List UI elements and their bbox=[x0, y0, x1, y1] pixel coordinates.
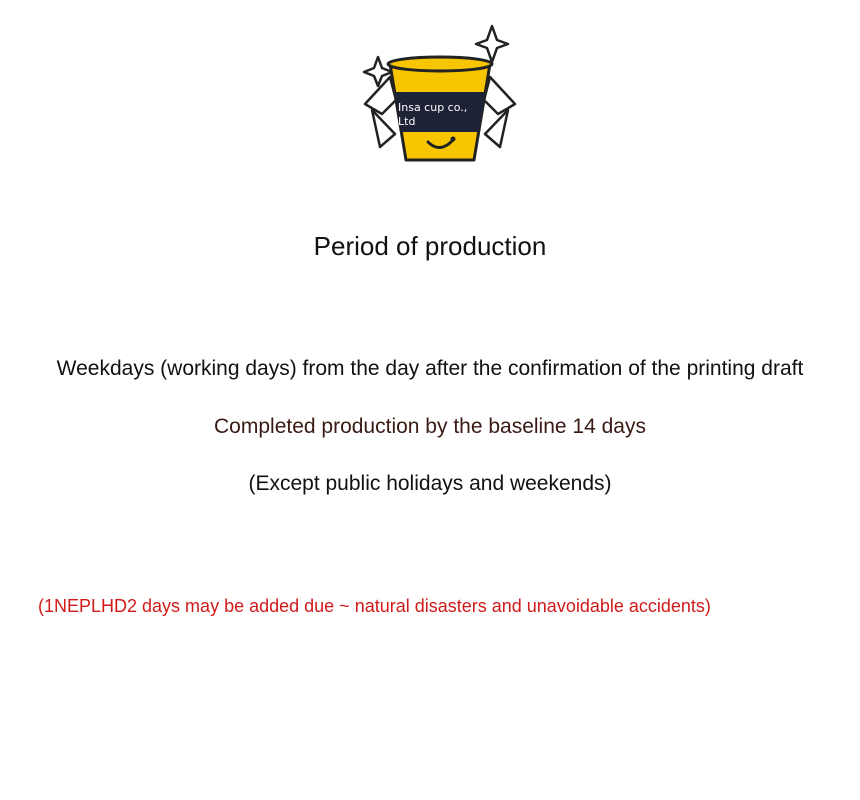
logo-text-line-2: Ltd bbox=[398, 115, 416, 128]
cup-logo-icon bbox=[360, 22, 520, 167]
logo-text-line-1: Insa cup co., bbox=[398, 101, 468, 114]
production-duration-text: Completed production by the baseline 14 days bbox=[214, 415, 646, 438]
page-title: Period of production bbox=[313, 231, 547, 261]
production-start-text: Weekdays (working days) from the day after the confirmation of the printing draft bbox=[56, 357, 804, 380]
company-logo bbox=[360, 22, 520, 167]
delay-notice-text: (1NEPLHD2 days may be added due ~ natural disasters and unavoidable accidents) bbox=[38, 596, 711, 616]
holiday-exception-text: (Except public holidays and weekends) bbox=[248, 472, 612, 495]
